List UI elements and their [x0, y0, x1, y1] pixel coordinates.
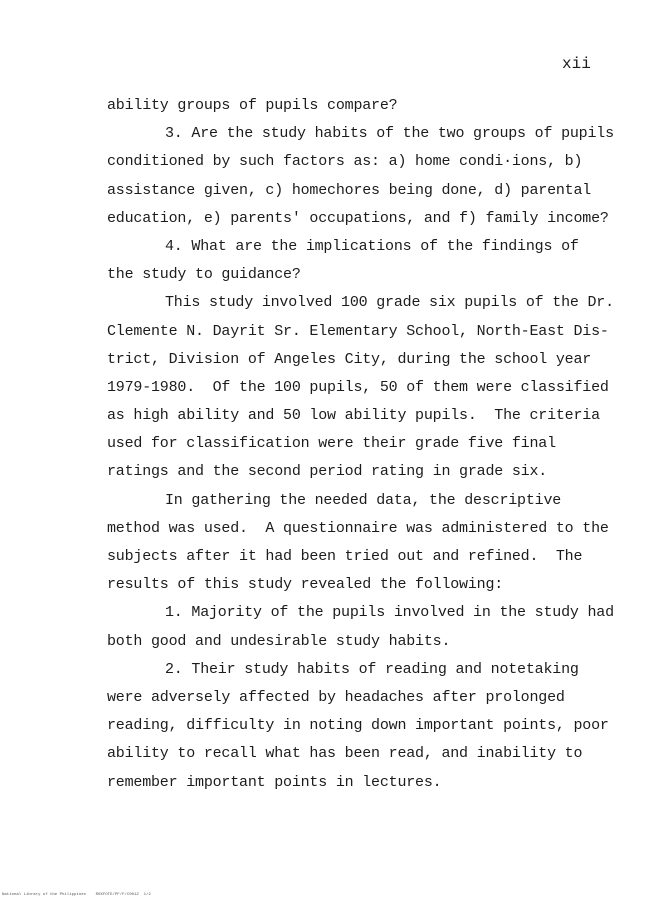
text-line: as high ability and 50 low ability pupils. The criteria — [107, 407, 600, 425]
text-line: ratings and the second period rating in grade six. — [107, 463, 548, 481]
text-line: were adversely affected by headaches after prolonged — [107, 688, 565, 706]
text-line: the study to guidance? — [107, 266, 301, 284]
footer-caption: National Library of the Philippines ROXFOTE/PF/F/C0012 1/2 — [2, 893, 151, 897]
text-line: 4. What are the implications of the findings of — [165, 237, 579, 255]
text-line: Clemente N. Dayrit Sr. Elementary School, North-East Dis- — [107, 322, 609, 340]
text-line: trict, Division of Angeles City, during the school year — [107, 350, 592, 368]
text-line: 3. Are the study habits of the two groups of pupils — [165, 125, 614, 143]
text-line: subjects after it had been tried out and refined. The — [107, 548, 583, 565]
text-line: assistance given, c) homechores being done, d) parental — [107, 181, 592, 199]
text-line: both good and undesirable study habits. — [107, 632, 451, 650]
text-line: 1. Majority of the pupils involved in the study had — [165, 604, 614, 622]
text-line: education, e) parents' occupations, and f) family income? — [107, 209, 609, 227]
text-line: ability to recall what has been read, and inability to — [107, 745, 583, 763]
text-line: method was used. A questionnaire was administered to the — [107, 519, 609, 537]
text-line: results of this study revealed the following: — [107, 576, 504, 594]
body-text — [107, 92, 627, 797]
text-line: reading, difficulty in noting down important points, poor — [107, 717, 609, 735]
text-line: This study involved 100 grade six pupils of the Dr. — [165, 294, 614, 312]
text-line: ability groups of pupils compare? — [107, 97, 398, 114]
page-number: xii — [562, 55, 591, 73]
text-line: 2. Their study habits of reading and notetaking — [165, 660, 579, 678]
text-line: remember important points in lectures. — [107, 773, 442, 791]
text-line: In gathering the needed data, the descriptive — [165, 491, 562, 509]
text-line: conditioned by such factors as: a) home condi·ions, b) — [107, 153, 583, 171]
text-line: 1979-1980. Of the 100 pupils, 50 of them were classified — [107, 378, 609, 396]
text-line: used for classification were their grade five final — [107, 435, 556, 453]
